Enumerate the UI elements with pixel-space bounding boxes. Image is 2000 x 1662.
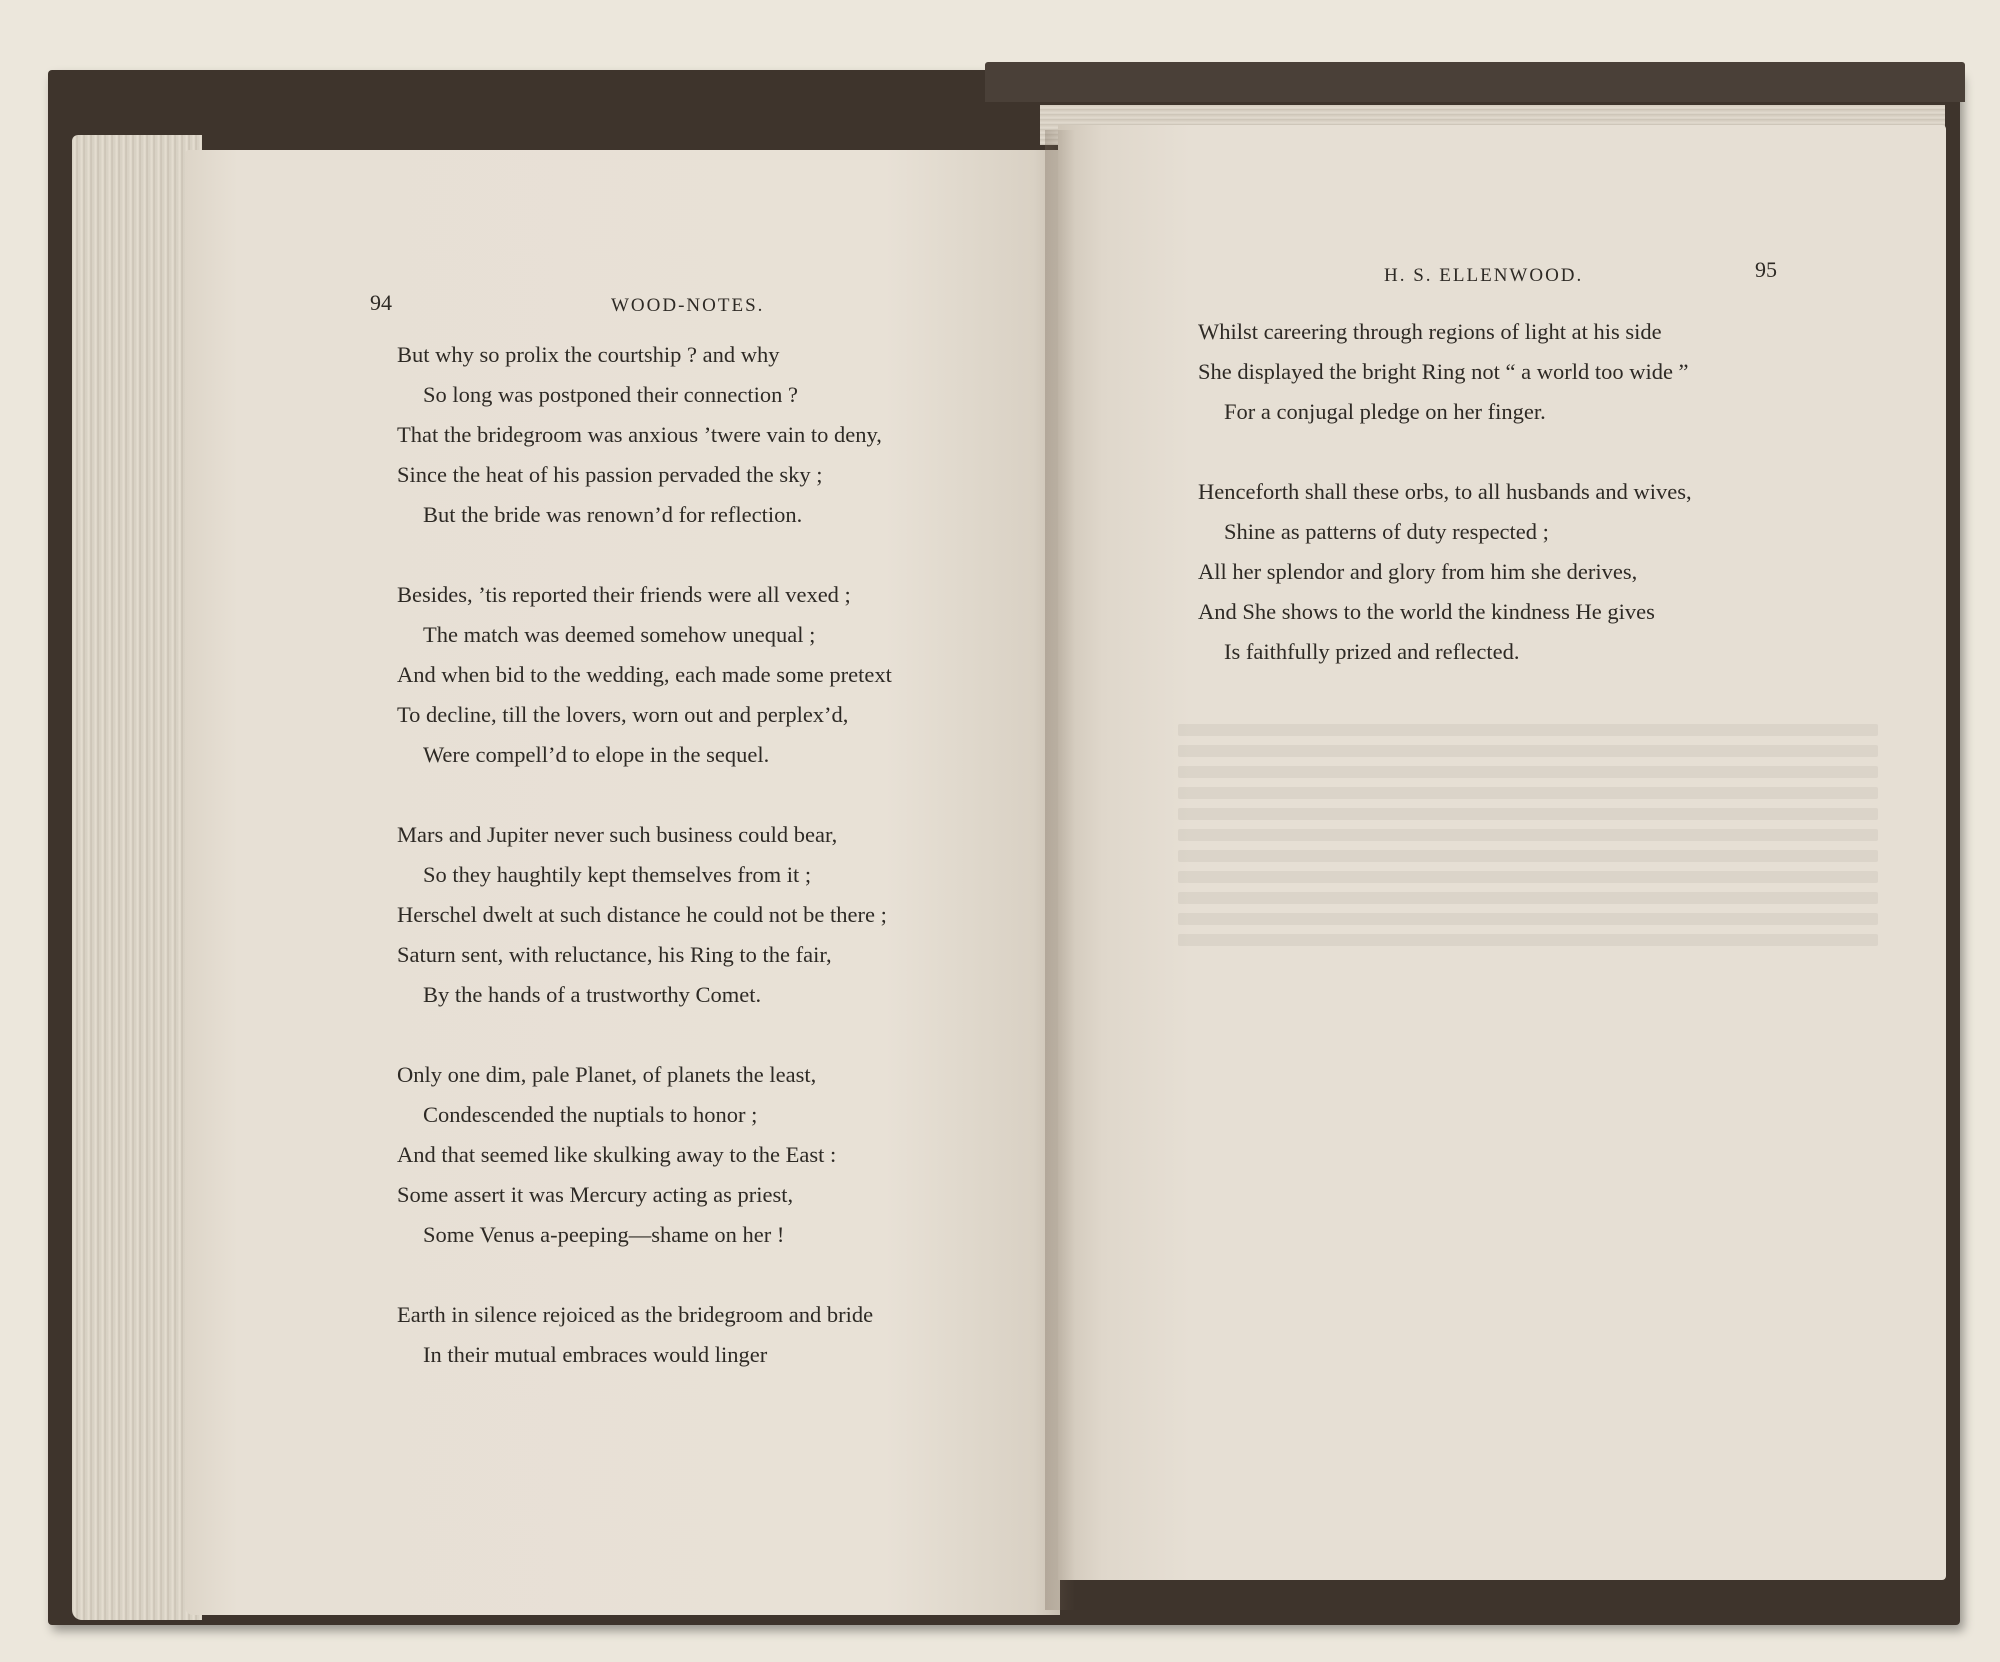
poem-line: Mars and Jupiter never such business could bear, [397, 822, 838, 847]
page-number: 95 [1755, 257, 1777, 282]
page-number: 94 [370, 290, 392, 315]
poem-line: And that seemed like skulking away to the East : [397, 1142, 837, 1167]
poem-line: And She shows to the world the kindness He gives [1198, 599, 1655, 624]
poem-line: By the hands of a trustworthy Comet. [423, 982, 762, 1007]
right-page [1058, 125, 1946, 1580]
poem-line: Shine as patterns of duty respected ; [1224, 519, 1549, 544]
poem-line: But the bride was renown’d for reflection. [423, 502, 803, 527]
poem-line: She displayed the bright Ring not “ a world too wide ” [1198, 359, 1689, 384]
poem-line: Were compell’d to elope in the sequel. [423, 742, 770, 767]
poem-line: Some assert it was Mercury acting as priest, [397, 1182, 794, 1207]
stanza-break [397, 1015, 1037, 1055]
poem-text [1198, 312, 1898, 672]
poem-line: Since the heat of his passion pervaded the sky ; [397, 462, 823, 487]
poem-line: Some Venus a-peeping—shame on her ! [423, 1222, 785, 1247]
poem-line: Whilst careering through regions of light at his side [1198, 319, 1662, 344]
stanza-break [397, 535, 1037, 575]
poem-line: In their mutual embraces would linger [423, 1342, 768, 1367]
poem-line: Besides, ’tis reported their friends were all vexed ; [397, 582, 851, 607]
poem-line: So they haughtily kept themselves from it ; [423, 862, 812, 887]
stanza-break [397, 1255, 1037, 1295]
poem-line: For a conjugal pledge on her finger. [1224, 399, 1546, 424]
poem-line: And when bid to the wedding, each made some pretext [397, 662, 892, 687]
poem-line: Condescended the nuptials to honor ; [423, 1102, 758, 1127]
poem-line: Henceforth shall these orbs, to all husbands and wives, [1198, 479, 1692, 504]
poem-line: But why so prolix the courtship ? and why [397, 342, 780, 367]
poem-line: Saturn sent, with reluctance, his Ring to the fair, [397, 942, 832, 967]
poem-line: Earth in silence rejoiced as the bridegroom and bride [397, 1302, 874, 1327]
running-head: WOOD-NOTES. [611, 295, 765, 316]
page-edges-left [72, 135, 202, 1620]
stanza-break [1198, 432, 1898, 472]
running-head: H. S. ELLENWOOD. [1384, 265, 1584, 286]
poem-line: So long was postponed their connection ? [423, 382, 798, 407]
book-gutter [1045, 130, 1075, 1610]
book-cover-top-edge [985, 62, 1965, 102]
poem-line: Is faithfully prized and reflected. [1224, 639, 1520, 664]
poem-line: That the bridegroom was anxious ’twere vain to deny, [397, 422, 882, 447]
poem-line: Only one dim, pale Planet, of planets the least, [397, 1062, 817, 1087]
show-through [1178, 715, 1878, 1135]
poem-line: To decline, till the lovers, worn out and perplex’d, [397, 702, 849, 727]
stanza-break [397, 775, 1037, 815]
poem-line: The match was deemed somehow unequal ; [423, 622, 816, 647]
poem-line: All her splendor and glory from him she derives, [1198, 559, 1638, 584]
poem-text [397, 335, 1037, 1375]
left-page [185, 150, 1060, 1615]
poem-line: Herschel dwelt at such distance he could not be there ; [397, 902, 887, 927]
